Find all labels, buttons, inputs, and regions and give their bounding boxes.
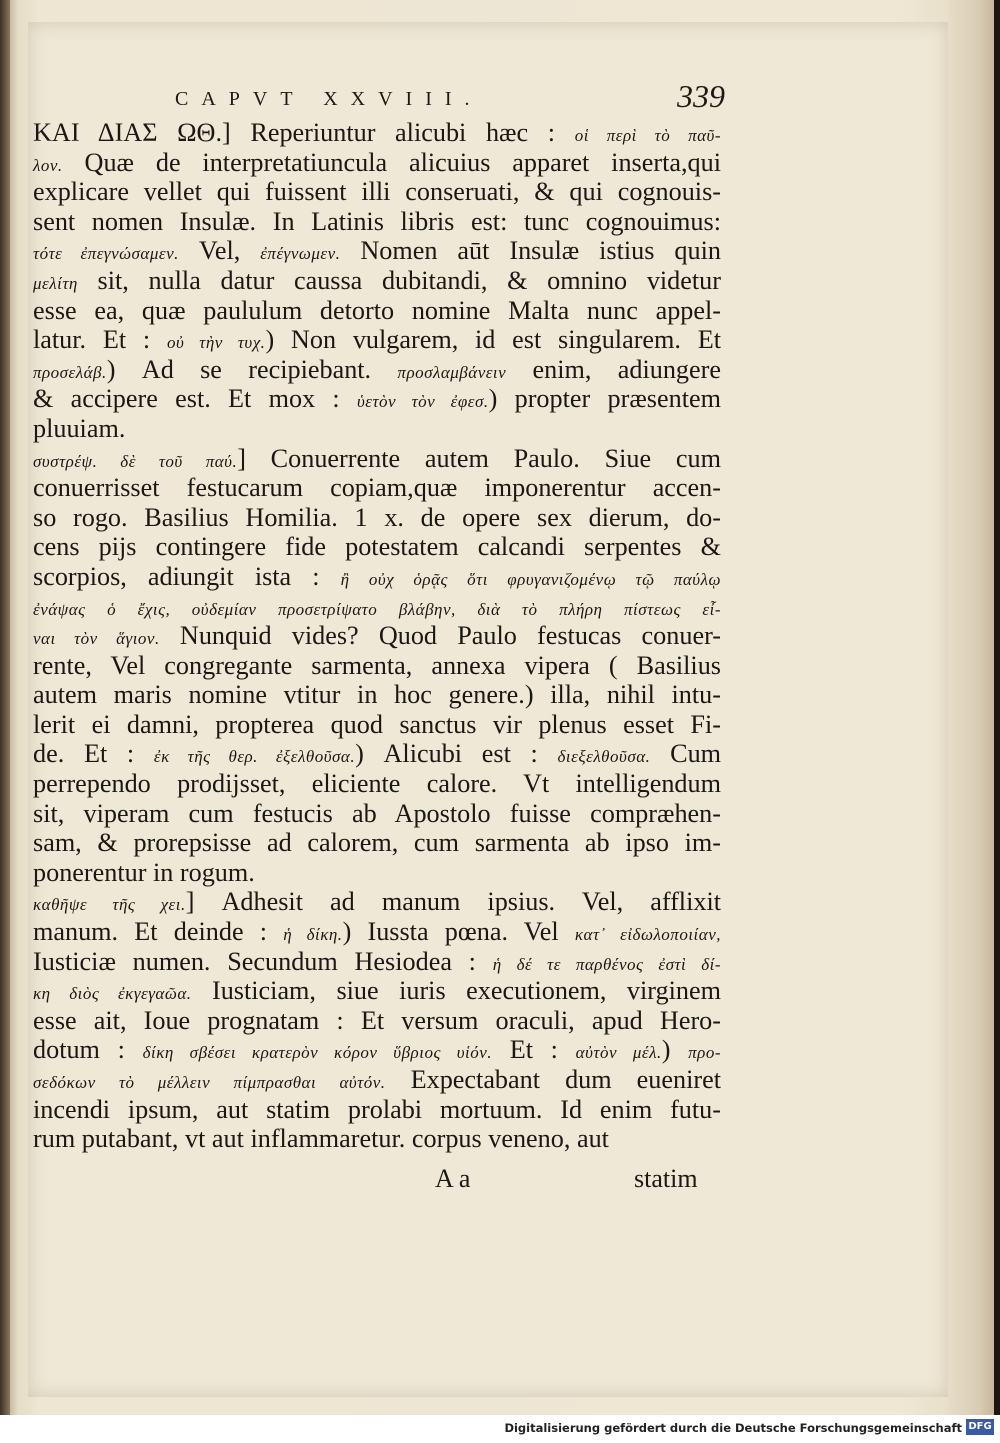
latin-text: rente, Vel congregante sarmenta, annexa vipera ( Basilius — [33, 650, 721, 680]
greek-text: αὐτὸν μέλ. — [575, 1043, 662, 1063]
latin-text: esse ait, Ioue prognatam : Et versum oraculi, apud Hero- — [33, 1005, 721, 1035]
text-line — [33, 1095, 721, 1125]
latin-text: Expectabant dum eueniret — [385, 1065, 721, 1094]
greek-text: λον. — [33, 155, 63, 175]
latin-text: so rogo. Basilius Homilia. 1 x. de opere sex dierum, do- — [33, 502, 721, 532]
latin-text: scorpios, adiungit ista : — [33, 561, 341, 591]
greek-text: προσλαμβάνειν — [397, 362, 507, 382]
text-line — [33, 739, 721, 769]
greek-text: ἐπέγνωμεν. — [260, 244, 341, 264]
text-line — [33, 828, 721, 858]
latin-text: perrependo prodijsset, eliciente calore. Vt intelligendum — [33, 769, 721, 799]
text-line — [33, 236, 721, 266]
text-line — [33, 148, 721, 178]
latin-text: Et : — [492, 1035, 576, 1065]
greek-text: ἢ οὐχ ὁρᾷς ὅτι φρυγανιζομένῳ τῷ παύλῳ — [340, 569, 721, 589]
greek-text: ἐκ τῆς θερ. ἐξελθοῦσα. — [153, 747, 356, 767]
latin-text: ] Adhesit ad manum ipsius. Vel, afflixit — [185, 887, 721, 917]
greek-text: ναι τὸν ἅγιον. — [33, 629, 160, 649]
scan-border — [994, 0, 1000, 1415]
greek-text: διεξελθοῦσα. — [557, 747, 651, 767]
latin-text: ) — [661, 1035, 689, 1065]
text-line — [33, 266, 721, 296]
latin-text: Nomen aūt Insulæ istius quin — [340, 236, 721, 266]
latin-text: enim, adiungere — [506, 354, 721, 384]
latin-text: explicare vellet qui fuissent illi conseruati, & qui cognouis- — [33, 177, 721, 207]
text-line — [33, 1006, 721, 1036]
signature-mark: A a — [435, 1164, 471, 1193]
footer-bar — [0, 1415, 1000, 1443]
text-line — [33, 858, 721, 888]
text-line — [33, 325, 721, 355]
latin-text: sam, & prorepsisse ad calorem, cum sarmenta ab ipso im- — [33, 828, 721, 858]
body-text — [33, 118, 721, 1154]
text-line — [33, 384, 721, 414]
running-title: CAPVT XXVIII. — [175, 88, 483, 110]
text-line — [33, 444, 721, 474]
latin-text: ) Iussta pœna. Vel — [342, 917, 575, 947]
latin-text: ] Conuerrente autem Paulo. Siue cum — [237, 443, 721, 473]
text-line — [33, 592, 721, 622]
text-line — [33, 118, 721, 148]
catchword: statim — [634, 1164, 698, 1193]
text-line — [33, 621, 721, 651]
latin-text: ) propter præsentem — [488, 384, 721, 414]
greek-text: μελίτη — [33, 273, 78, 293]
text-line — [33, 710, 721, 740]
latin-text: Iusticiam, siue iuris executionem, virginem — [191, 976, 721, 1006]
text-line — [33, 1065, 721, 1095]
greek-text: οἱ περὶ τὸ παῦ- — [574, 126, 722, 145]
latin-text: latur. Et : — [33, 325, 167, 355]
greek-text: σεδόκων τὸ μέλλειν πίμπρασθαι αὐτόν. — [33, 1073, 386, 1092]
latin-text: ΚΑΙ ΔΙΑΣ ΩΘ.] Reperiuntur alicubi hæc : — [33, 118, 575, 147]
latin-text: & accipere est. Et mox : — [33, 384, 357, 414]
greek-text: καθῆψε τῆς χει. — [33, 895, 186, 915]
text-line — [33, 414, 721, 444]
latin-text: ) Non vulgarem, id est singularem. Et — [265, 325, 722, 355]
greek-text: προσελάβ. — [33, 362, 107, 382]
text-line — [33, 947, 721, 977]
latin-text: Cum — [650, 739, 722, 769]
text-line — [33, 532, 721, 562]
latin-text: conuerrisset festucarum copiam,quæ imponerentur accen- — [33, 473, 721, 503]
greek-text: τότε ἐπεγνώσαμεν. — [33, 244, 179, 264]
latin-text: Quæ de interpretatiuncula alicuius apparet inserta,qui — [62, 147, 721, 177]
latin-text: incendi ipsum, aut statim prolabi mortuum. Id enim futu- — [33, 1094, 721, 1124]
latin-text: manum. Et deinde : — [33, 917, 284, 947]
text-line — [33, 503, 721, 533]
text-line — [33, 651, 721, 681]
latin-text: sit, viperam cum festucis ab Apostolo fuisse compræhen- — [33, 798, 721, 828]
text-line — [33, 207, 721, 237]
latin-text: esse ea, quæ paululum detorto nomine Malta nunc appel- — [33, 295, 721, 325]
text-line — [33, 799, 721, 829]
page-edge — [948, 0, 1000, 1415]
text-line — [33, 473, 721, 503]
text-line — [33, 680, 721, 710]
page-number: 339 — [677, 78, 725, 114]
greek-text: ἡ δίκη. — [283, 925, 343, 945]
text-line — [33, 917, 721, 947]
latin-text: sent nomen Insulæ. In Latinis libris est: tunc cognouimus: — [33, 206, 721, 236]
greek-text: ὑετὸν τὸν ἐφεσ. — [356, 392, 489, 412]
latin-text: lerit ei damni, propterea quod sanctus vir plenus esset Fi- — [33, 709, 721, 739]
text-line — [33, 976, 721, 1006]
greek-text: δίκη σβέσει κρατερὸν κόρον ὕβριος υἱόν. — [142, 1043, 493, 1063]
latin-text: rum putabant, vt aut inflammaretur. corpus veneno, aut — [33, 1124, 609, 1154]
latin-text: ponerentur in rogum. — [33, 857, 255, 887]
text-line — [33, 1035, 721, 1065]
latin-text: pluuiam. — [33, 413, 126, 443]
latin-text: cens pijs contingere fide potestatem calcandi serpentes & — [33, 532, 721, 562]
greek-text: οὐ τὴν τυχ. — [166, 333, 266, 353]
greek-text: συστρέψ. δὲ τοῦ παύ. — [33, 451, 238, 471]
latin-text: Vel, — [178, 236, 261, 266]
text-line — [33, 1124, 721, 1154]
latin-text: ) Ad se recipiebant. — [106, 354, 398, 384]
greek-text: κη διὸς ἐκγεγαῶα. — [33, 984, 192, 1004]
funding-credit: Digitalisierung gefördert durch die Deutsche Forschungsgemeinschaft — [504, 1421, 962, 1435]
latin-text: sit, nulla datur caussa dubitandi, & omnino videtur — [77, 265, 721, 295]
text-line — [33, 177, 721, 207]
binding-edge — [0, 0, 10, 1415]
latin-text: autem maris nomine vtitur in hoc genere.) illa, nihil intu- — [33, 680, 721, 710]
latin-text: ) Alicubi est : — [355, 739, 558, 769]
text-line — [33, 296, 721, 326]
greek-text: προ- — [688, 1043, 721, 1063]
latin-text: de. Et : — [33, 739, 154, 769]
latin-text: Iusticiæ numen. Secundum Hesiodea : — [33, 946, 493, 976]
text-line — [33, 887, 721, 917]
greek-text: κατ᾽ εἰδωλοποιίαν, — [574, 925, 721, 945]
text-line — [33, 769, 721, 799]
dfg-logo: DFG — [966, 1419, 994, 1435]
latin-text: Nunquid vides? Quod Paulo festucas conuer- — [159, 621, 721, 651]
text-line — [33, 562, 721, 592]
greek-text: ἡ δέ τε παρθένος ἐστὶ δί- — [492, 954, 721, 974]
greek-text: ἐνάψας ὁ ἔχις, οὐδεμίαν προσετρίψατο βλάβην, διὰ τὸ πλήρη πίστεως εἶ- — [33, 599, 721, 619]
text-line — [33, 355, 721, 385]
latin-text: dotum : — [33, 1035, 143, 1065]
